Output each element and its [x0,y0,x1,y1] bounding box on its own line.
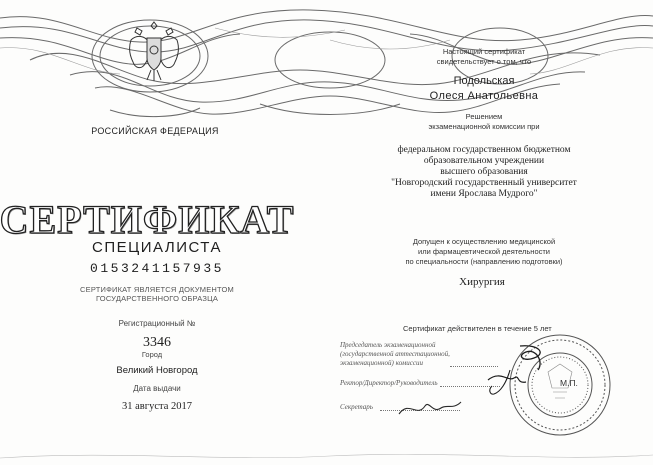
document-note-line1: СЕРТИФИКАТ ЯВЛЯЕТСЯ ДОКУМЕНТОМ [80,285,234,294]
chair-line1: Председатель экзаменационной [340,341,436,349]
decision-line1: Решением [465,112,503,121]
city-label: Город [141,350,163,359]
admission-line3: по специальности (направлению подготовки) [405,257,563,266]
certificate-subtitle: СПЕЦИАЛИСТА [92,239,222,256]
intro-line1: Настоящий сертификат [442,47,526,56]
organization-line5: имени Ярослава Мудрого" [430,189,538,199]
specialty-value: Хирургия [459,276,505,288]
country-name: РОССИЙСКАЯ ФЕДЕРАЦИЯ [91,126,219,136]
organization-line2: образовательном учреждении [423,156,545,166]
admission-line2: или фармацевтической деятельности [418,247,550,256]
issue-date-label: Дата выдачи [133,384,181,393]
secretary-label: Секретарь [340,403,373,411]
chair-line3: экзаменационной) комиссии [340,359,423,367]
director-label: Ректор/Директор/Руководитель [340,379,438,387]
organization-line1: федеральном государственном бюджетном [397,145,571,155]
chair-line2: (государственной аттестационной, [340,350,450,358]
registration-number: 3346 [143,335,171,350]
issue-date-value: 31 августа 2017 [122,401,192,412]
certificate-number: 0153241157935 [90,261,224,276]
intro-line2: свидетельствует о том, что [436,57,532,66]
secretary-signature-icon [395,392,465,422]
holder-name: Олеся Анатольевна [429,90,539,102]
coat-of-arms-icon [125,18,183,84]
validity-text: Сертификат действителен в течение 5 лет [403,324,552,333]
decision-line2: экзаменационной комиссии при [428,122,540,131]
stamp-place-label: М.П. [560,378,578,388]
registration-label: Регистрационный № [118,319,196,328]
chair-signature-icon [480,340,560,400]
organization-line3: высшего образования [440,167,528,177]
city-value: Великий Новгород [116,365,198,376]
organization-line4: "Новгородский государственный университет [391,178,577,188]
document-note-line2: ГОСУДАРСТВЕННОГО ОБРАЗЦА [95,294,219,303]
admission-line1: Допущен к осуществлению медицинской [412,237,556,246]
certificate-title: СЕРТИФИКАТ [0,197,295,242]
holder-surname: Подольская [453,75,515,87]
